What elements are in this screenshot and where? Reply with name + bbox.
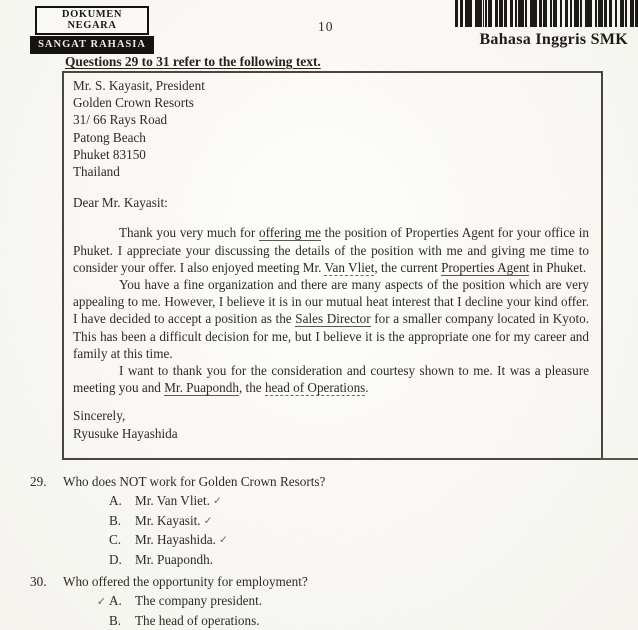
address-line: 31/ 66 Rays Road [73,112,168,128]
barcode-icon [455,0,638,27]
option-text: The company president. [135,592,263,608]
section-instruction: Questions 29 to 31 refer to the following text. [65,54,321,69]
letter-paragraph-1 [73,224,589,276]
option-letter: B. [109,612,122,628]
text-segment: in Phuket. [529,259,587,275]
text-segment: for a smaller company located in Kyoto. This has been a difficult decision for me, but I believe it is the appropriate one for my career and family at this time. [73,311,590,361]
option-row-a [92,592,590,612]
address-line: Thailand [73,164,120,180]
letter-closing: Sincerely, [73,408,126,424]
option-row-b [92,512,590,532]
pencil-check-mark: ✓ [218,535,228,547]
pencil-check-mark: ✓ [212,495,222,507]
option-text: Mr. Hayashida. [135,532,216,548]
question-30-options [92,592,590,630]
address-line: Mr. S. Kayasit, President [73,78,205,93]
underlined-phrase: offering me [258,225,321,241]
question-number: 30. [30,574,47,589]
question-30 [30,573,590,629]
option-text: Mr. Kayasit. [135,512,201,528]
address-line: Golden Crown Resorts [73,95,194,111]
underlined-phrase: Mr. Puapondh [164,380,239,396]
text-segment: the position of Properties Agent for your office in Phuket. I appreciate your discussing the details of the position with me and giving me time to consider your offer. I also enjoyed meeting Mr. [73,225,589,275]
letter-text-box [62,71,603,460]
letter-paragraph-3 [73,362,589,396]
address-line: Phuket 83150 [73,146,146,162]
text-segment: , the current [374,259,442,275]
pencil-check-mark: ✓ [96,595,106,608]
question-29-head [30,473,590,491]
question-text: Who does NOT work for Golden Crown Resorts? [63,474,326,489]
option-letter: B. [109,512,122,528]
question-29 [30,473,590,569]
question-30-head [30,573,590,591]
page-number: 10 [318,19,334,34]
letter-body [73,224,589,396]
text-segment: I want to thank you for the consideration and courtesy shown to me. It was a pleasure meeting you and [73,363,589,396]
underlined-phrase: Properties Agent [441,259,530,275]
text-segment: , the [238,380,265,396]
secrecy-stamp [30,6,154,54]
option-text: The head of operations. [135,612,260,628]
option-letter: C. [109,532,122,548]
question-number: 29. [30,474,47,489]
option-letter: A. [109,492,122,508]
address-line: Patong Beach [73,129,146,145]
option-row-b [92,612,590,630]
option-letter: A. [109,592,122,608]
recipient-address [73,77,589,180]
option-row-c [92,531,590,551]
option-text: Mr. Puapondh. [135,552,214,568]
letter-paragraph-2 [73,276,589,362]
subject-title: Bahasa Inggris SMK [479,31,628,48]
letter-signature: Ryusuke Hayashida [73,425,178,441]
stamp-sangat-rahasia: SANGAT RAHASIA [30,36,154,54]
pencil-check-mark: ✓ [203,515,213,527]
option-letter: D. [109,552,122,568]
question-29-options [92,492,590,569]
stamp-dokumen-negara: DOKUMEN NEGARA [35,6,149,35]
option-row-d [92,551,590,569]
text-segment: You have a fine organization and there are many aspects of the position which are very appealing to me. However, I believe it is in our mutual heat interest that I decline your kind offer. I have decided to accept a position as the [73,277,589,327]
underlined-phrase: Van Vliet [324,259,375,275]
text-segment: Thank you very much for [119,225,259,241]
question-text: Who offered the opportunity for employment? [63,574,308,589]
scan-rule-artifact [601,458,638,460]
underlined-phrase: head of Operations [264,380,366,396]
text-segment: . [365,380,369,396]
salutation: Dear Mr. Kayasit: [73,195,168,211]
option-text: Mr. Van Vliet. [135,492,210,508]
option-row-a [92,492,590,512]
underlined-phrase: Sales Director [295,311,371,327]
